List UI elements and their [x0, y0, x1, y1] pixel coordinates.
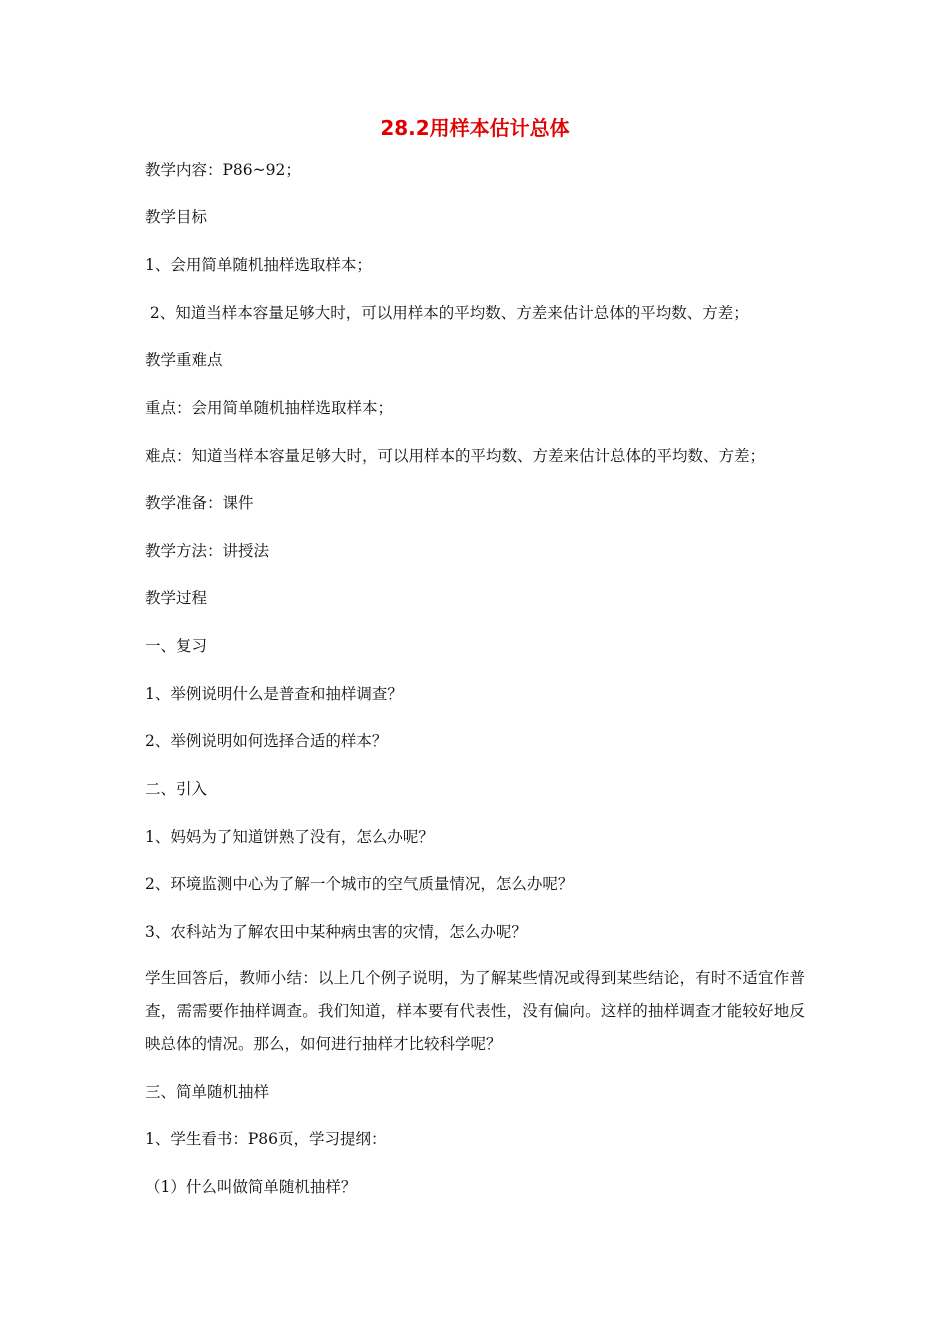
- intro-question-1: 1、妈妈为了知道饼熟了没有，怎么办呢？: [145, 828, 434, 846]
- teaching-content-line: 教学内容：P86~92；: [145, 161, 301, 179]
- outline-question-1: （1）什么叫做简单随机抽样？: [145, 1178, 357, 1196]
- review-question-2: 2、举例说明如何选择合适的样本？: [145, 732, 388, 750]
- teacher-summary-paragraph: 学生回答后，教师小结：以上几个例子说明，为了解某些情况或得到某些结论，有时不适宜作普查，需需要作抽样调查。我们知道，样本要有代表性，没有偏向。这样的抽样调查才能较好地反映总体的情况。那么，如何进行抽样才比较科学呢？: [145, 969, 805, 1053]
- goal-item-2: 2、知道当样本容量足够大时，可以用样本的平均数、方差来估计总体的平均数、方差；: [145, 304, 749, 322]
- intro-question-3: 3、农科站为了解农田中某种病虫害的灾情，怎么办呢？: [145, 923, 527, 941]
- reading-task-line: 1、学生看书：P86页，学习提纲：: [145, 1130, 387, 1148]
- section-introduction-heading: 二、引入: [145, 780, 208, 798]
- teaching-process-heading: 教学过程: [145, 589, 208, 607]
- section-review-heading: 一、复习: [145, 637, 208, 655]
- difficult-point-line: 难点：知道当样本容量足够大时，可以用样本的平均数、方差来估计总体的平均数、方差；: [145, 447, 766, 465]
- review-question-1: 1、举例说明什么是普查和抽样调查？: [145, 685, 403, 703]
- key-point-line: 重点：会用简单随机抽样选取样本；: [145, 399, 394, 417]
- teaching-goals-heading: 教学目标: [145, 208, 208, 226]
- goal-item-1: 1、会用简单随机抽样选取样本；: [145, 256, 372, 274]
- teaching-preparation-line: 教学准备：课件: [145, 494, 254, 512]
- teaching-method-line: 教学方法：讲授法: [145, 542, 270, 560]
- page-title: 28.2用样本估计总体: [380, 116, 570, 140]
- key-difficult-points-heading: 教学重难点: [145, 351, 223, 369]
- section-simple-random-sampling-heading: 三、简单随机抽样: [145, 1083, 270, 1101]
- intro-question-2: 2、环境监测中心为了解一个城市的空气质量情况，怎么办呢？: [145, 875, 574, 893]
